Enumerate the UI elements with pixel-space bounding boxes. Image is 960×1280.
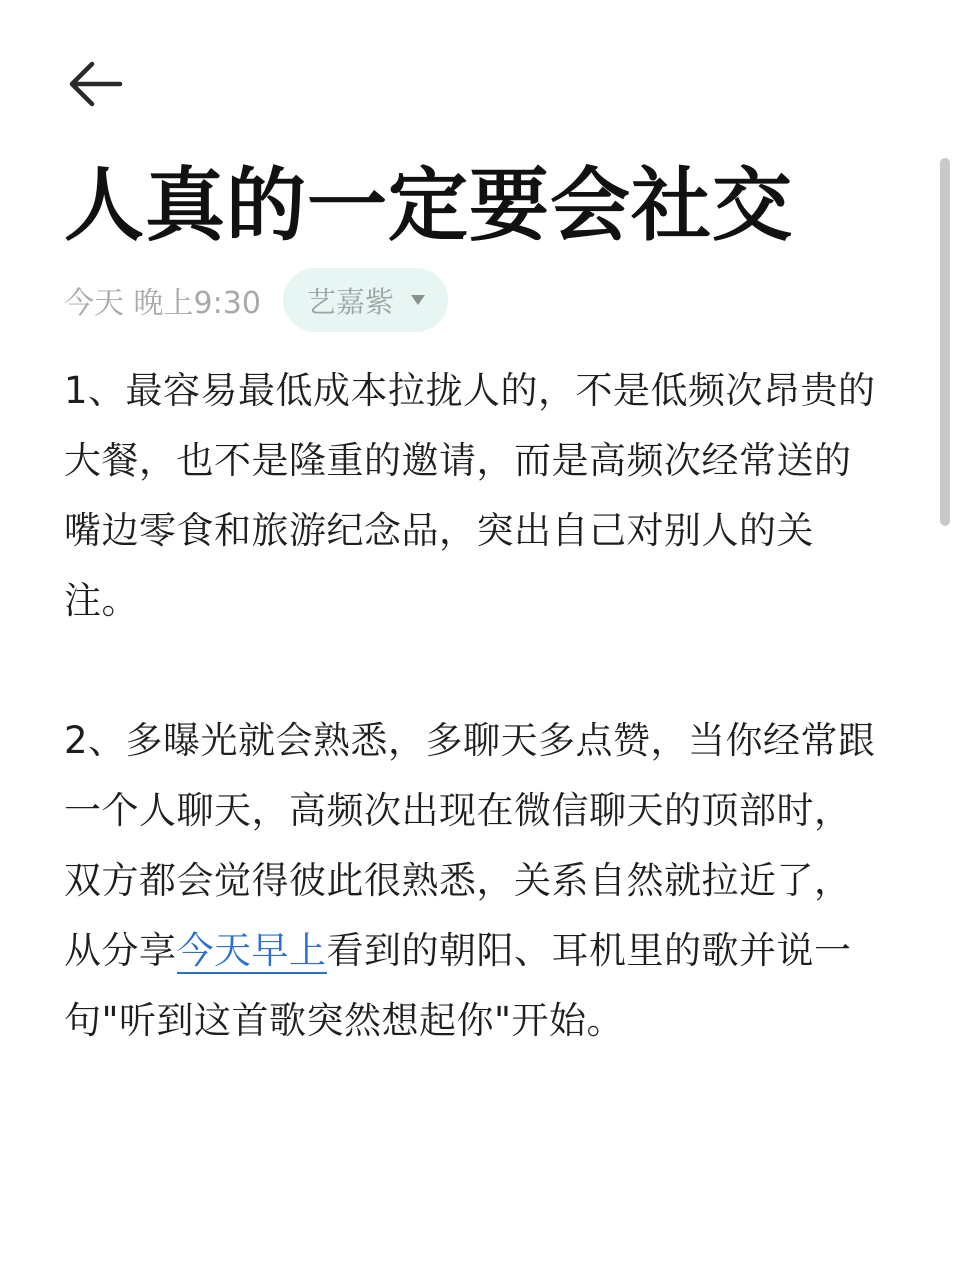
back-arrow-icon — [64, 56, 128, 112]
timestamp: 今天 晚上9:30 — [64, 286, 261, 321]
note-meta — [64, 268, 448, 332]
back-button[interactable] — [64, 56, 128, 112]
time-link[interactable]: 今天早上 — [176, 929, 327, 972]
scrollbar-thumb[interactable] — [940, 158, 950, 526]
paragraph-2 — [64, 706, 884, 1056]
folder-selector[interactable] — [283, 268, 448, 332]
scrollbar[interactable] — [940, 158, 950, 526]
paragraph-2-text-before: 2、多曝光就会熟悉，多聊天多点赞，当你经常跟一个人聊天，高频次出现在微信聊天的顶部时，双方都会觉得彼此很熟悉，关系自然就拉近了，从分享 — [64, 719, 876, 972]
chevron-down-icon — [410, 294, 426, 306]
paragraph-1: 1、最容易最低成本拉拢人的，不是低频次昂贵的大餐，也不是隆重的邀请，而是高频次经常送的嘴边零食和旅游纪念品，突出自己对别人的关注。 — [64, 369, 876, 622]
page-title: 人真的一定要会社交 — [64, 159, 793, 252]
paragraph-2-text-after: 看到的朝阳、耳机里的歌并说一句"听到这首歌突然想起你"开始。 — [64, 929, 852, 1042]
note-body[interactable] — [64, 356, 884, 1056]
folder-label: 艺嘉紫 — [306, 284, 394, 319]
